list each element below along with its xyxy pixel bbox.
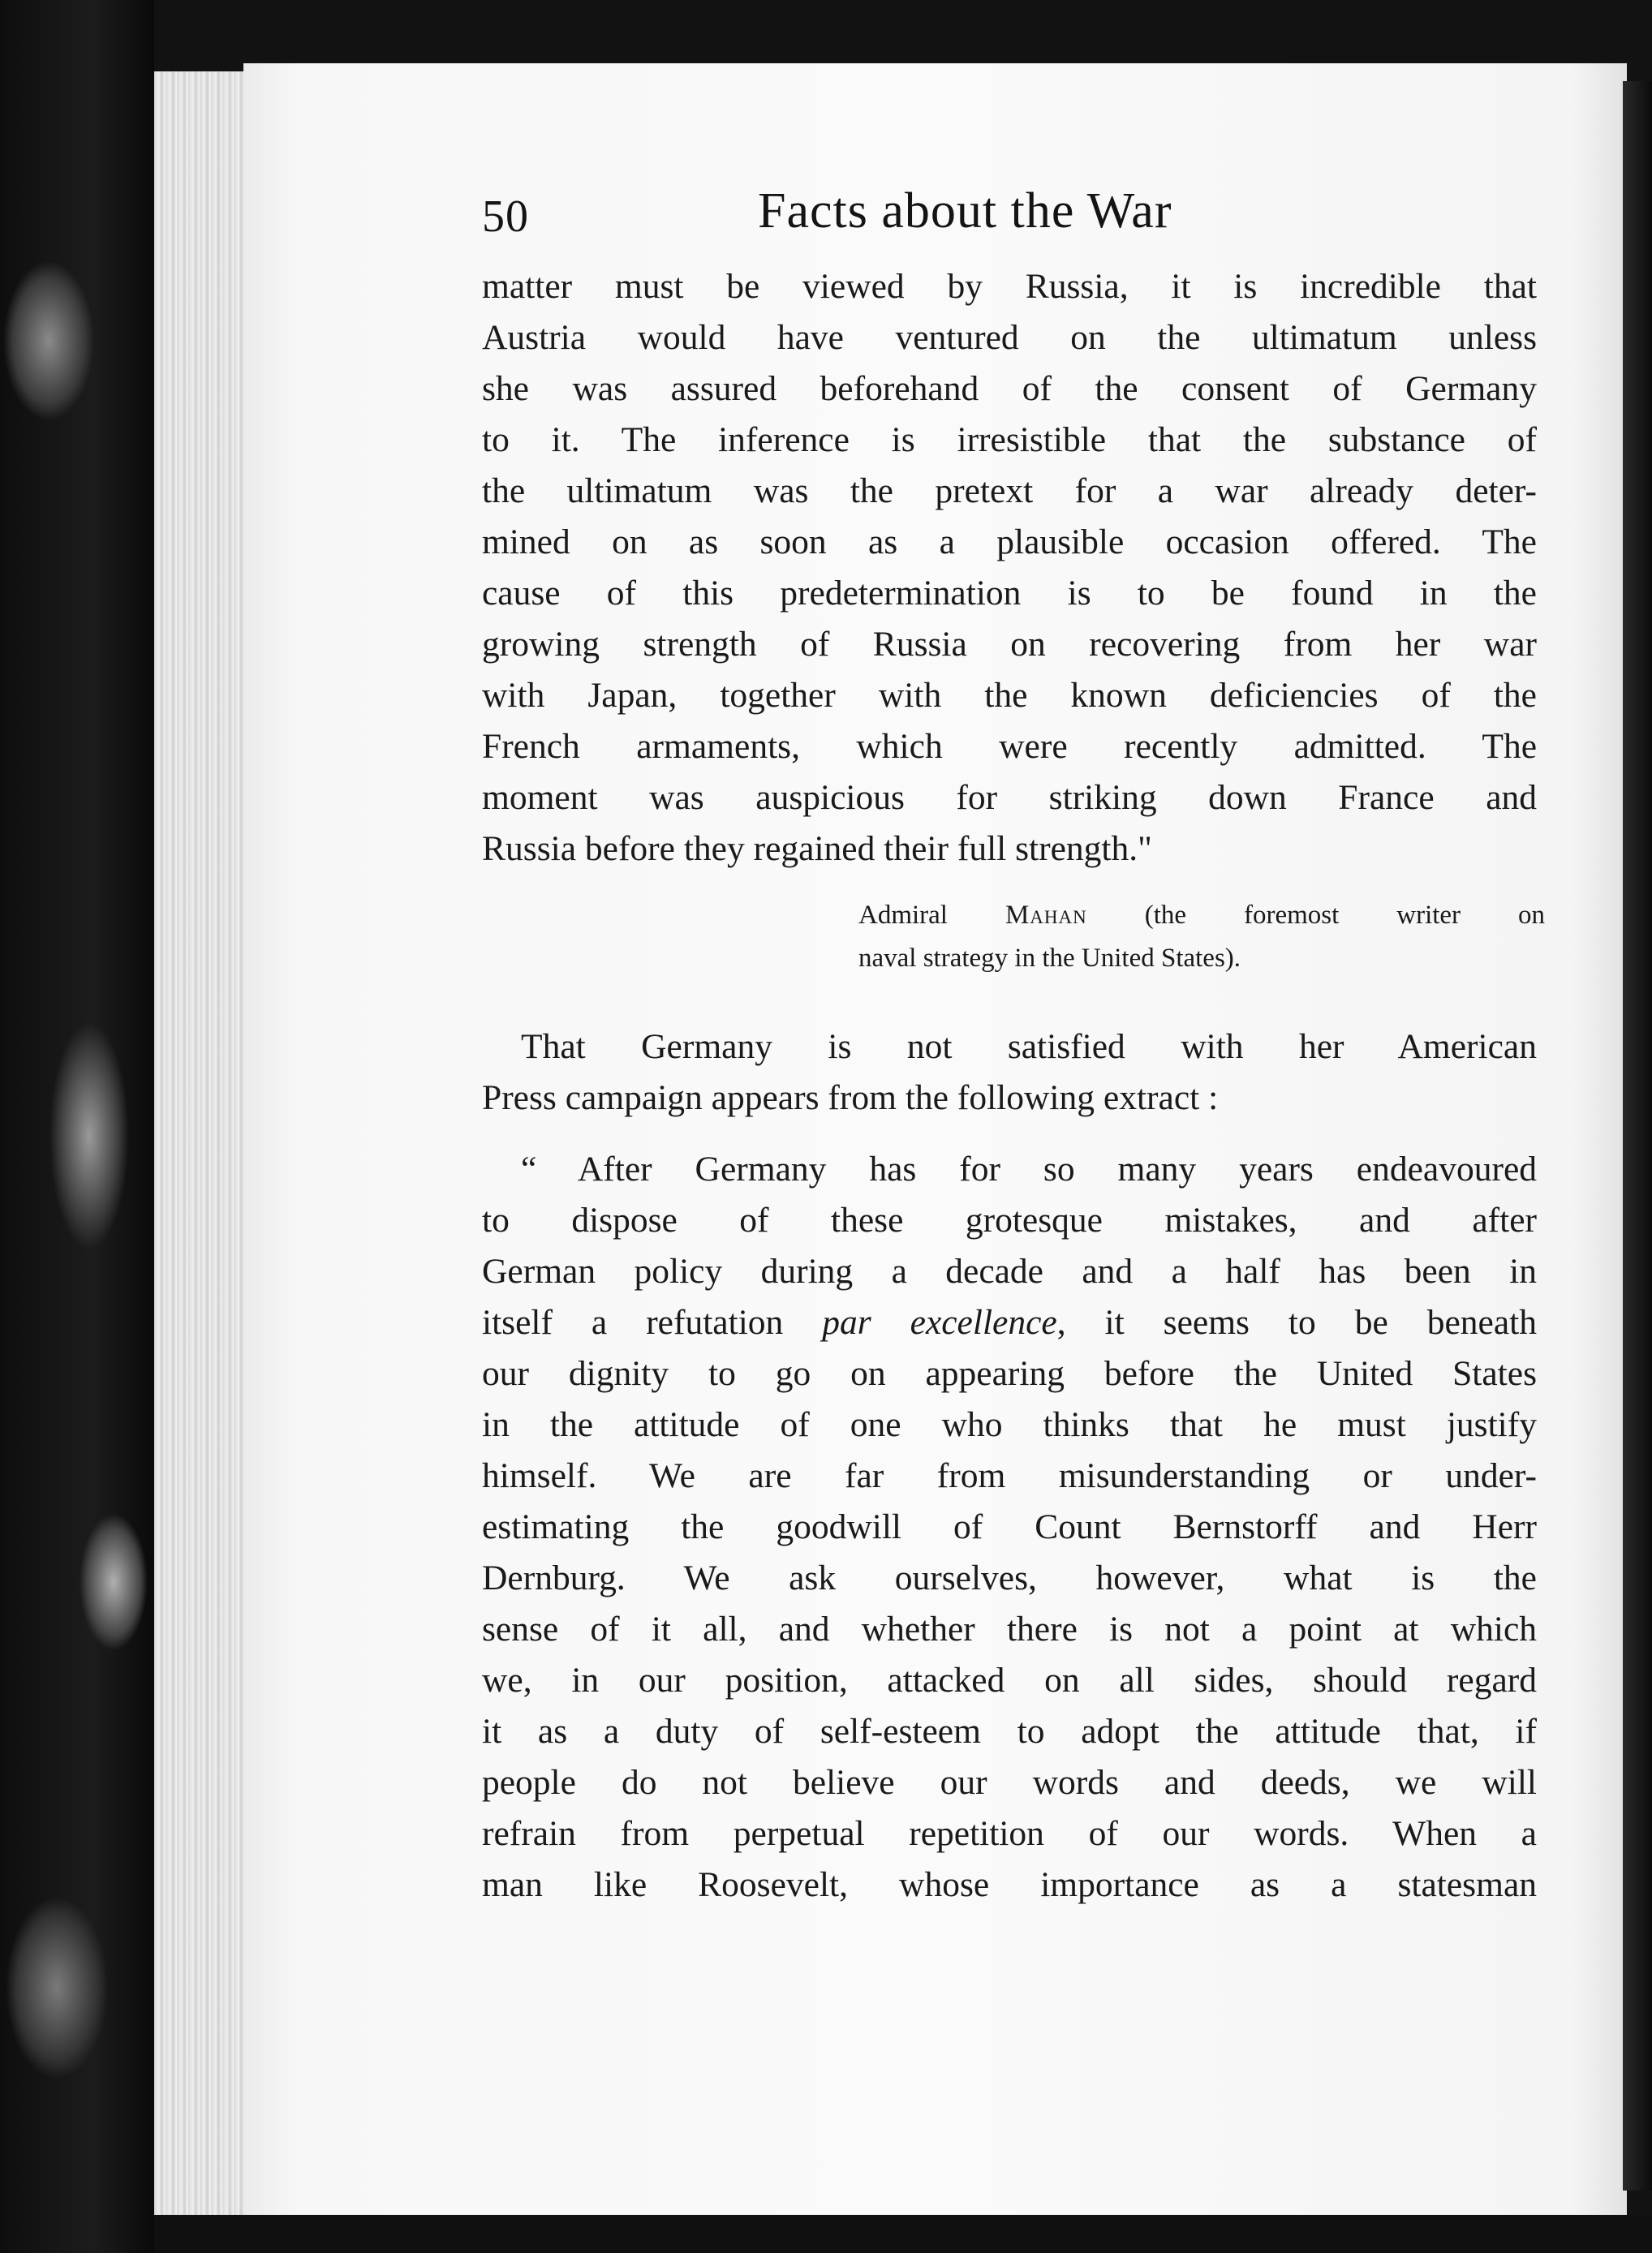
book-cover-edge bbox=[0, 0, 154, 2253]
text-line: she was assured beforehand of the consent of Germany bbox=[482, 369, 1537, 408]
quoted-paragraph-continued bbox=[482, 261, 1537, 875]
text-line: French armaments, which were recently admitted. The bbox=[482, 727, 1537, 766]
text-line: growing strength of Russia on recovering from her war bbox=[482, 625, 1537, 664]
text-line: people do not believe our words and deeds, we will bbox=[482, 1763, 1537, 1802]
italic-phrase: par excellence bbox=[822, 1303, 1057, 1342]
text-line: Russia before they regained their full strength." bbox=[482, 829, 1152, 868]
attribution-description: (the foremost writer on bbox=[1144, 901, 1546, 930]
text-line: matter must be viewed by Russia, it is incredible that bbox=[482, 267, 1537, 306]
text-line: in the attitude of one who thinks that he must justify bbox=[482, 1405, 1537, 1444]
running-title: Facts about the War bbox=[758, 183, 1172, 239]
text-line: That Germany is not satisfied with her American bbox=[521, 1027, 1537, 1066]
text-line: with Japan, together with the known deficiencies of the bbox=[482, 676, 1537, 715]
attribution-name: Mahan bbox=[1005, 901, 1087, 930]
text-line: Dernburg. We ask ourselves, however, what is the bbox=[482, 1559, 1537, 1597]
text-line: cause of this predetermination is to be found in the bbox=[482, 574, 1537, 613]
text-line: German policy during a decade and a half has been in bbox=[482, 1252, 1537, 1291]
text-line: Press campaign appears from the following extract : bbox=[482, 1078, 1219, 1117]
quote-attribution bbox=[858, 894, 1545, 980]
running-head bbox=[482, 183, 1537, 256]
text-run: itself a refutation bbox=[482, 1303, 784, 1342]
text-run: , it seems to be beneath bbox=[1056, 1303, 1537, 1342]
text-line: refrain from perpetual repetition of our words. When a bbox=[482, 1814, 1537, 1853]
quoted-extract bbox=[482, 1144, 1537, 1911]
text-line: it as a duty of self-esteem to adopt the attitude that, if bbox=[482, 1712, 1537, 1751]
text-line: to dispose of these grotesque mistakes, and after bbox=[482, 1201, 1537, 1240]
text-line: himself. We are far from misunderstanding or under- bbox=[482, 1456, 1537, 1495]
text-line: sense of it all, and whether there is not a point at which bbox=[482, 1610, 1537, 1649]
text-line: estimating the goodwill of Count Bernstorff and Herr bbox=[482, 1507, 1537, 1546]
text-line: to it. The inference is irresistible that the substance of bbox=[482, 420, 1537, 459]
bottom-shadow bbox=[154, 2215, 1652, 2253]
text-line: moment was auspicious for striking down France and bbox=[482, 778, 1537, 817]
attribution-line: naval strategy in the United States). bbox=[858, 944, 1241, 973]
text-line: the ultimatum was the pretext for a war already deter- bbox=[482, 471, 1537, 510]
text-line: Austria would have ventured on the ultimatum unless bbox=[482, 318, 1537, 357]
text-line bbox=[482, 1297, 1537, 1348]
text-line: our dignity to go on appearing before the United States bbox=[482, 1354, 1537, 1393]
text-line: mined on as soon as a plausible occasion offered. The bbox=[482, 522, 1537, 561]
text-line: man like Roosevelt, whose importance as a statesman bbox=[482, 1865, 1537, 1904]
page-number: 50 bbox=[482, 191, 529, 242]
attribution-prefix: Admiral bbox=[858, 901, 948, 930]
right-page-edge bbox=[1623, 81, 1652, 2191]
attribution-line bbox=[858, 894, 1545, 937]
text-line: we, in our position, attacked on all sides, should regard bbox=[482, 1661, 1537, 1700]
body-paragraph bbox=[482, 1021, 1537, 1124]
text-line: “ After Germany has for so many years endeavoured bbox=[521, 1150, 1537, 1189]
